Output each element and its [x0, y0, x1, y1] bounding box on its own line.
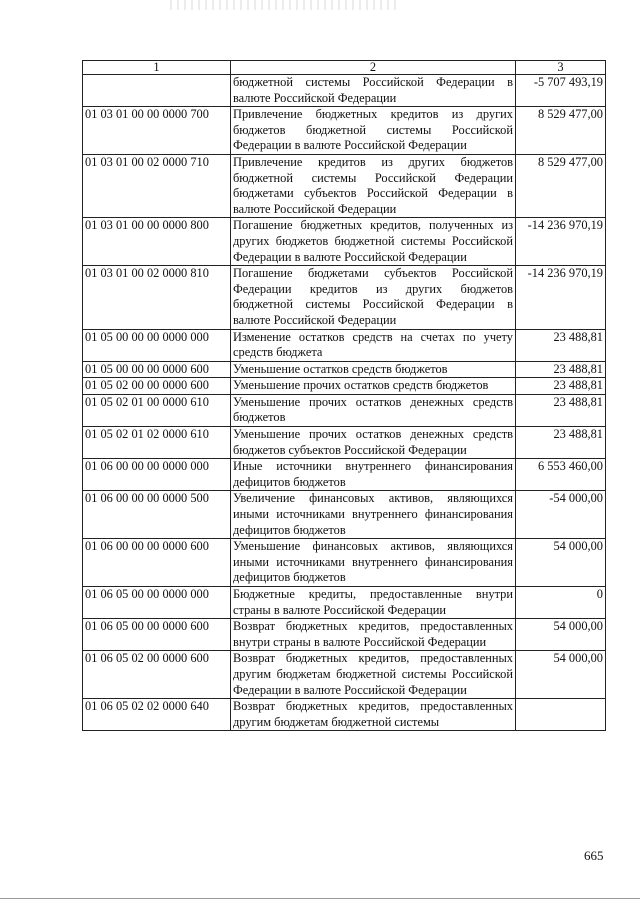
table-body [83, 75, 606, 731]
code-cell: 01 06 05 02 02 0000 640 [83, 699, 231, 731]
amount-cell: 54 000,00 [516, 539, 606, 587]
name-cell: Привлечение кредитов из других бюджетов бюджетной системы Российской Федерации бюджетами субъектов Российской Федерации в валюте Российской Федерации [231, 154, 516, 217]
table-row [83, 491, 606, 539]
amount-cell: -14 236 970,19 [516, 266, 606, 329]
amount-cell: 23 488,81 [516, 329, 606, 361]
amount-cell: 23 488,81 [516, 427, 606, 459]
amount-cell: 54 000,00 [516, 619, 606, 651]
code-cell: 01 03 01 00 00 0000 800 [83, 218, 231, 266]
amount-cell: 23 488,81 [516, 361, 606, 378]
table-row [83, 218, 606, 266]
amount-cell: 23 488,81 [516, 378, 606, 395]
table-row [83, 329, 606, 361]
name-cell: Бюджетные кредиты, предоставленные внутри страны в валюте Российской Федерации [231, 587, 516, 619]
table-row [83, 75, 606, 107]
table-header-row [83, 61, 606, 75]
code-cell: 01 06 00 00 00 0000 500 [83, 491, 231, 539]
code-cell: 01 03 01 00 02 0000 810 [83, 266, 231, 329]
code-cell [83, 75, 231, 107]
table-row [83, 266, 606, 329]
amount-cell: 8 529 477,00 [516, 107, 606, 155]
name-cell: Погашение бюджетных кредитов, полученных из других бюджетов бюджетной системы Российской Федерации в валюте Российской Федерации [231, 218, 516, 266]
amount-cell: 6 553 460,00 [516, 459, 606, 491]
table-row [83, 154, 606, 217]
code-cell: 01 05 02 00 00 0000 600 [83, 378, 231, 395]
code-cell: 01 05 00 00 00 0000 600 [83, 361, 231, 378]
table-row [83, 107, 606, 155]
code-cell: 01 05 02 01 00 0000 610 [83, 394, 231, 426]
name-cell: Уменьшение прочих остатков средств бюджетов [231, 378, 516, 395]
code-cell: 01 05 02 01 02 0000 610 [83, 427, 231, 459]
table-row [83, 619, 606, 651]
table-row [83, 378, 606, 395]
column-header-1: 1 [83, 61, 231, 75]
amount-cell: -14 236 970,19 [516, 218, 606, 266]
amount-cell: 0 [516, 587, 606, 619]
code-cell: 01 03 01 00 02 0000 710 [83, 154, 231, 217]
amount-cell: 54 000,00 [516, 651, 606, 699]
code-cell: 01 06 05 00 00 0000 600 [83, 619, 231, 651]
name-cell: Уменьшение финансовых активов, являющихся иными источниками внутреннего финансирования дефицитов бюджетов [231, 539, 516, 587]
amount-cell: 8 529 477,00 [516, 154, 606, 217]
name-cell: Изменение остатков средств на счетах по учету средств бюджета [231, 329, 516, 361]
code-cell: 01 05 00 00 00 0000 000 [83, 329, 231, 361]
name-cell: Иные источники внутреннего финансирования дефицитов бюджетов [231, 459, 516, 491]
table-row [83, 394, 606, 426]
table-row [83, 587, 606, 619]
name-cell: Уменьшение остатков средств бюджетов [231, 361, 516, 378]
name-cell: Возврат бюджетных кредитов, предоставленных внутри страны в валюте Российской Федерации [231, 619, 516, 651]
bottom-divider [0, 898, 640, 899]
page-number: 665 [584, 848, 604, 863]
name-cell: Возврат бюджетных кредитов, предоставленных другим бюджетам бюджетной системы [231, 699, 516, 731]
code-cell: 01 06 05 02 00 0000 600 [83, 651, 231, 699]
amount-cell: -5 707 493,19 [516, 75, 606, 107]
name-cell: Погашение бюджетами субъектов Российской Федерации кредитов из других бюджетов бюджетной системы Российской Федерации в валюте Российской Федерации [231, 266, 516, 329]
amount-cell: 23 488,81 [516, 394, 606, 426]
table-row [83, 651, 606, 699]
table-row [83, 539, 606, 587]
code-cell: 01 06 00 00 00 0000 600 [83, 539, 231, 587]
column-header-2: 2 [231, 61, 516, 75]
amount-cell [516, 699, 606, 731]
name-cell: Уменьшение прочих остатков денежных средств бюджетов субъектов Российской Федерации [231, 427, 516, 459]
budget-sources-table [82, 60, 606, 731]
scan-artifact [170, 0, 400, 10]
table-row [83, 459, 606, 491]
name-cell: бюджетной системы Российской Федерации в валюте Российской Федерации [231, 75, 516, 107]
name-cell: Уменьшение прочих остатков денежных средств бюджетов [231, 394, 516, 426]
table-row [83, 427, 606, 459]
name-cell: Увеличение финансовых активов, являющихся иными источниками внутреннего финансирования дефицитов бюджетов [231, 491, 516, 539]
code-cell: 01 03 01 00 00 0000 700 [83, 107, 231, 155]
code-cell: 01 06 05 00 00 0000 000 [83, 587, 231, 619]
code-cell: 01 06 00 00 00 0000 000 [83, 459, 231, 491]
amount-cell: -54 000,00 [516, 491, 606, 539]
table-row [83, 361, 606, 378]
name-cell: Привлечение бюджетных кредитов из других бюджетов бюджетной системы Российской Федерации в валюте Российской Федерации [231, 107, 516, 155]
name-cell: Возврат бюджетных кредитов, предоставленных другим бюджетам бюджетной системы Российской Федерации в валюте Российской Федерации [231, 651, 516, 699]
column-header-3: 3 [516, 61, 606, 75]
table-row [83, 699, 606, 731]
